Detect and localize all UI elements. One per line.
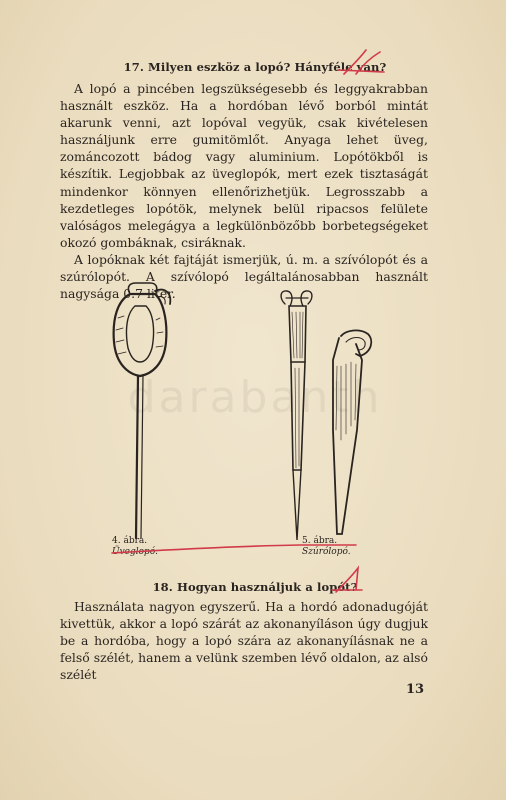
- page-number: 13: [406, 682, 425, 697]
- section-18-paragraph: Használata nagyon egyszerű. Ha a hordó adonadugóját kivettük, akkor a lopó szárát az akonanyíláson úgy dugjuk be a hordóba, hogy a lopó szára az akonanyílásnak ne a felső szélét, hanem a velünk szemben lévő oldalon, az alsó szélét: [60, 599, 428, 683]
- section-17-paragraph-1: A lopó a pincében legszükségesebb és leggyakrabban használt eszköz. Ha a hordóban lévő borból mintát akarunk venni, azt lopóval vegyük, csak kivételesen használjunk erre gumitömlőt. Anyaga lehet üveg, zománcozott bádog vagy aluminium. Lopótökből is készítik. Legjobbak az üveglopók, mert ezek tisztaságát mindenkor könnyen ellenőrizhetjük. Legrosszabb a kezdetleges lopótök, melynek belül ripacsos felülete valóságos melegágya a legkülönbözőbb borbetegségeket okozó gombáknak, csiráknak.: [60, 81, 428, 250]
- figure-5-name: Szúrólopó.: [302, 547, 351, 557]
- figure-4-number: 4. ábra.: [112, 536, 148, 546]
- watermark: darabanth: [127, 372, 383, 423]
- szurolopo-illustration: [281, 291, 371, 540]
- figure-5-caption: [302, 536, 351, 558]
- figure-4-caption: [112, 536, 158, 558]
- figure-4-name: Üveglopó.: [112, 547, 158, 557]
- section-17-heading: 17. Milyen eszköz a lopó? Hányféle van?: [123, 60, 387, 74]
- figure-5-number: 5. ábra.: [302, 536, 338, 546]
- uveglopo-illustration: [114, 283, 171, 538]
- section-18-body: [60, 598, 428, 683]
- section-17-paragraph-2: A lopóknak két fajtáját ismerjük, ú. m. a szívólopót és a szúrólopót. A szívólopó legáltalánosabban használt nagysága 0.7 liter.: [60, 251, 428, 302]
- section-18-heading: 18. Hogyan használjuk a lopót?: [152, 580, 358, 594]
